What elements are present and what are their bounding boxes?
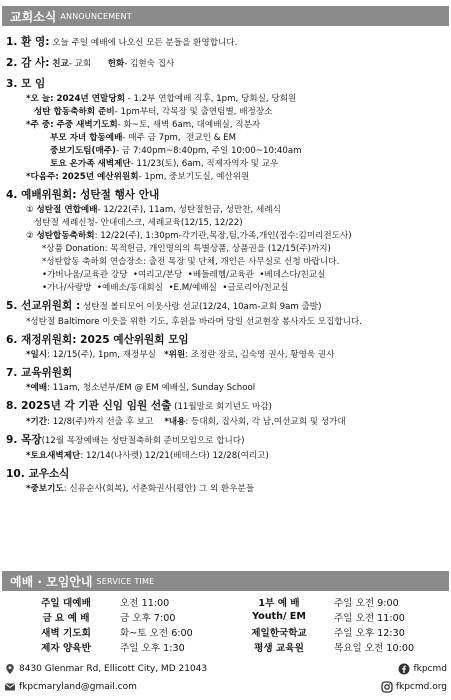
section-heading-detail: 친교- 교회 헌화- 김현숙 집사 — [52, 59, 175, 69]
section-heading — [6, 432, 446, 450]
announcement-line: *성탄절 Baltimore 이웃을 위한 기도, 후원을 바라며 당일 선교현장 봉사자도 모집합니다. — [26, 317, 362, 327]
section-heading — [6, 55, 446, 73]
announcement-title: 교회소식 — [10, 9, 57, 24]
service-time: 주일 오전 11:00 — [334, 612, 405, 624]
service-row — [12, 594, 438, 609]
facebook-item[interactable] — [398, 663, 447, 675]
section-heading — [6, 76, 446, 93]
section-heading-title: 4. 예배위원회: 성탄절 행사 안내 — [6, 189, 160, 201]
service-time: 주일 오전 9:00 — [334, 597, 399, 609]
service-title: 예배 · 모임안내 — [10, 574, 93, 589]
instagram-handle: fkpcmd.org — [395, 682, 447, 692]
section-heading-title: 2. 감 사: — [6, 57, 50, 69]
service-time: 금 오후 7:00 — [120, 612, 176, 624]
section-heading — [6, 398, 446, 416]
service-subtitle: SERVICE TIME — [96, 576, 155, 586]
email-text: fkpcmaryland@gmail.com — [19, 682, 137, 692]
announcement-line: •가나/사랑방 •예배소/동대회실 •E.M/예배실 •글로리아/친교실 — [42, 283, 289, 293]
announcement-line: *예배: 11am, 청소년부/EM @ EM 예배실, Sunday School — [26, 383, 256, 393]
section-heading-title: 9. 목장 — [6, 434, 42, 446]
section-heading-title: 8. 2025년 각 기관 신임 임원 선출 — [6, 400, 172, 412]
announcement-line: *일시: 12/15(주), 1pm, 재정부실 *위원: 조정란 장로, 김숙영 권사, 황영욱 권사 — [26, 350, 335, 360]
service-row — [12, 639, 438, 654]
announcement-header — [2, 6, 449, 26]
announcement-line: 토요 온가족 새벽제단- 11/23(토), 6am, 직제자역자 및 교우 — [50, 159, 279, 169]
service-row — [12, 609, 438, 624]
announcement-line: 성탄절 세례신청- 안내데스크, 세례교육(12/15, 12/22) — [34, 218, 243, 228]
instagram-item[interactable] — [381, 681, 447, 693]
address-text: 8430 Glenmar Rd, Ellicott City, MD 21043 — [19, 664, 208, 674]
section-heading — [6, 332, 446, 349]
service-name: 새벽 기도회 — [41, 627, 91, 639]
announcement-line: *상품 Donation: 목적헌금, 개인명의의 특별상품, 상품권을 (12/15(주)까지) — [42, 244, 331, 254]
announcement-line: *기간: 12/8(주)까지 선출 후 보고 *내용: 등대회, 집사회, 각 남,여선교회 및 성가대 — [26, 417, 346, 427]
instagram-icon — [381, 681, 393, 693]
service-name: 1부 예 배 — [258, 597, 300, 609]
announcement-line: ② 성탄합동축하회: 12/22(주), 1:30pm-각기관,목장,팀,가족,개인(접수:김미리전도사) — [26, 231, 352, 241]
section-heading-detail: (11월말로 회기년도 마감) — [171, 402, 272, 412]
service-header — [2, 571, 449, 591]
service-name: 평생 교육원 — [254, 642, 304, 654]
service-time: 주일 오후 1:30 — [120, 642, 185, 654]
section-heading-title: 6. 재정위원회: 2025 예산위원회 모임 — [6, 334, 189, 346]
announcement-list — [6, 31, 446, 496]
section-heading-detail: 오늘 주일 예배에 나오신 모든 분들을 환영합니다. — [49, 38, 238, 48]
announcement-line: 중보기도팀(매주)- 금 7:40pm~8:40pm, 주일 10:00~10:40am — [50, 146, 302, 156]
section-heading — [6, 298, 446, 316]
section-heading — [6, 187, 446, 204]
announcement-line: 부모 자녀 합동예배- 매주 금 7pm, 전교인 & EM — [50, 133, 237, 143]
announcement-line: *토요새벽제단: 12/14(나사렛) 12/21(베데스다) 12/28(여리고) — [26, 451, 269, 461]
section-heading-title: 7. 교육위원회 — [6, 367, 73, 379]
service-time: 목요일 오전 10:00 — [334, 642, 415, 654]
service-times — [12, 594, 442, 654]
email-item[interactable] — [4, 681, 137, 693]
service-time: 주일 오후 12:30 — [334, 627, 405, 639]
service-name: 제일한국학교 — [251, 627, 307, 639]
section-heading — [6, 34, 446, 52]
announcement-line: ① 성탄절 연합예배- 12/22(주), 11am, 성탄절헌금, 성만찬, 세례식 — [26, 205, 281, 215]
service-name: 금 요 예 배 — [42, 612, 90, 624]
section-heading — [6, 365, 446, 382]
announcement-line: •가버나움/교육관 강당 •여리고/본당 •베들레헴/교육관 •베데스다/친교실 — [42, 270, 326, 280]
section-heading-title: 1. 환 영: — [6, 36, 50, 48]
service-table — [12, 594, 438, 654]
email-icon — [4, 681, 16, 693]
service-name: Youth/ EM — [252, 611, 306, 622]
section-heading-title: 5. 선교위원회 : — [6, 300, 81, 312]
facebook-icon — [398, 663, 410, 675]
section-heading-title: 10. 교우소식 — [6, 468, 70, 480]
service-name: 주일 대예배 — [41, 597, 91, 609]
announcement-line: *주 중: 주중 새벽기도회- 화~토, 새벽 6am, 대예배실, 직분자 — [26, 120, 261, 130]
section-heading-title: 3. 모 임 — [6, 78, 46, 90]
announcement-subtitle: ANNOUNCEMENT — [60, 11, 132, 21]
announcement-line: 성탄 합동축하회 준비- 1pm부터, 각목장 및 출연팀별, 배정장소 — [34, 107, 273, 117]
section-heading — [6, 466, 446, 483]
announcement-line: *중보기도: 신유순사(회복), 서춘화권사(평안) 그 외 환우분들 — [26, 484, 255, 494]
footer — [4, 660, 447, 696]
facebook-handle: fkpcmd — [413, 664, 447, 674]
address-item — [4, 663, 207, 675]
service-row — [12, 624, 438, 639]
section-heading-detail: 성탄절 볼티모어 이웃사랑 선교(12/24, 10am-교회 9am 출발) — [80, 302, 322, 312]
service-time: 오전 11:00 — [120, 597, 170, 609]
location-pin-icon — [4, 663, 16, 675]
section-heading-detail: (12월 목장예배는 성탄절축하회 준비모임으로 합니다) — [41, 436, 245, 446]
service-time: 화~토 오전 6:00 — [120, 627, 193, 639]
announcement-line: *다음주: 2025년 예산위원회- 1pm, 중보기도실, 예산위원 — [26, 172, 250, 182]
announcement-line: *성탄합동 축하회 연습장소: 출전 목장 및 단체, 개인은 사무실로 신청 바랍니다. — [42, 257, 340, 267]
announcement-line: *오 늘: 2024년 연말당회 - 1.2부 연합예배 직후, 1pm, 당회실, 당회원 — [26, 94, 297, 104]
service-name: 제자 양육반 — [41, 642, 91, 654]
